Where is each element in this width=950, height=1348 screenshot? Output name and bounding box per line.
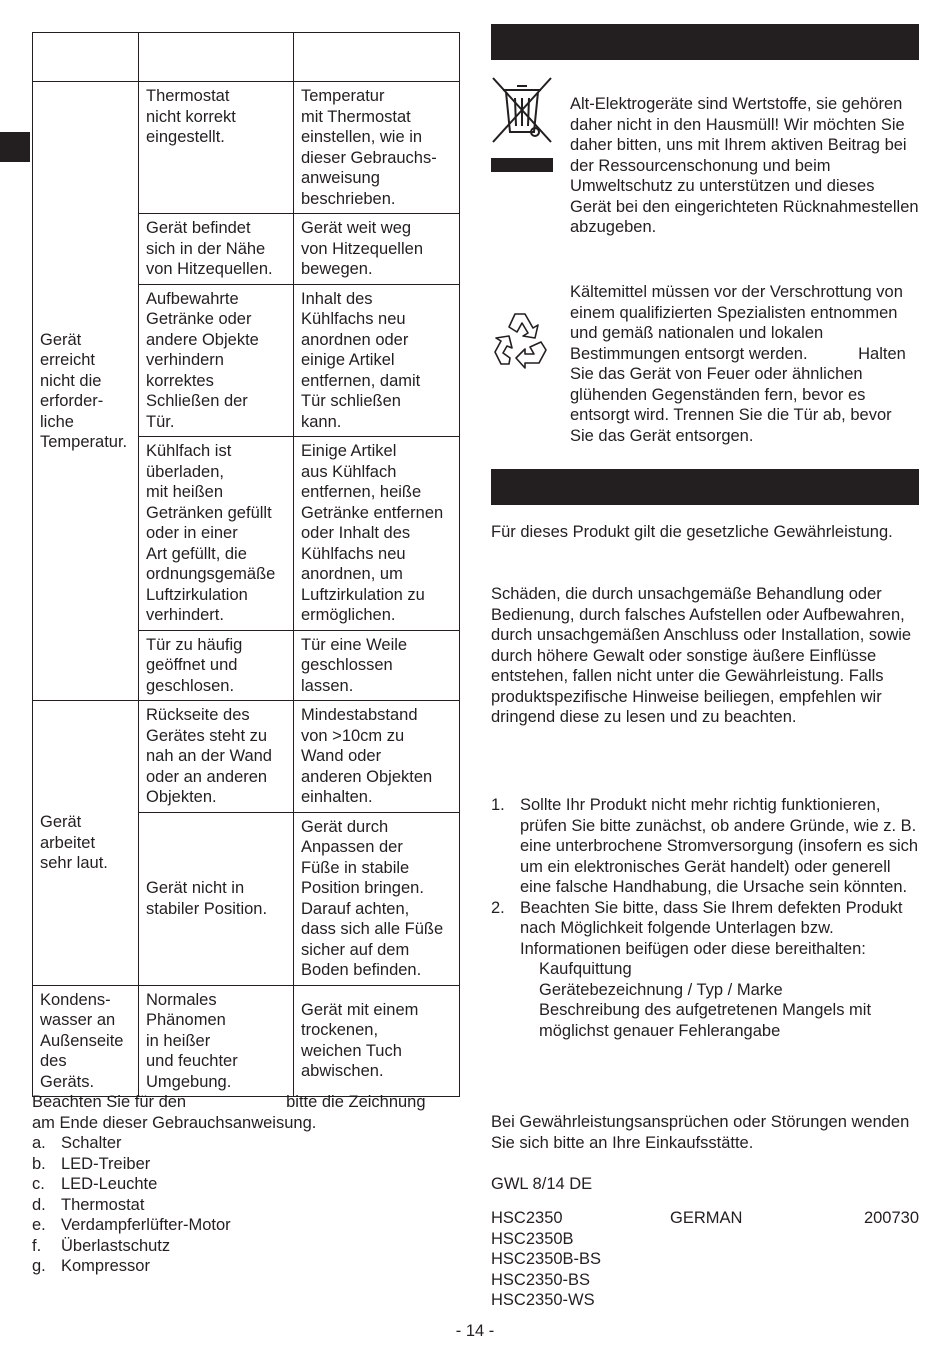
language-label: GERMAN: [670, 1209, 743, 1227]
problem-cell: Gerät arbeitet sehr laut.: [33, 701, 139, 986]
solution-cell: Gerät mit einem trockenen, weichen Tuch abwischen.: [294, 985, 460, 1097]
chapter-tab-marker: [0, 132, 30, 162]
solution-cell: Temperatur mit Thermostat einstellen, wie in dieser Gebrauchs- anweisung beschrieben.: [294, 82, 460, 214]
parts-item-letter: a.: [32, 1134, 46, 1152]
parts-list-item: [32, 1236, 462, 1257]
cause-cell: Normales Phänomen in heißer und feuchter Umgebung.: [139, 985, 294, 1097]
solution-cell: Tür eine Weile geschlossen lassen.: [294, 630, 460, 701]
troubleshooting-table: [32, 32, 460, 1097]
problem-cell: Kondens- wasser an Außenseite des Geräts.: [33, 985, 139, 1097]
model-list: [491, 1208, 919, 1311]
cause-cell: Tür zu häufig geöffnet und geschlosen.: [139, 630, 294, 701]
parts-item-text: Überlastschutz: [61, 1236, 171, 1255]
solution-cell: Inhalt des Kühlfachs neu anordnen oder einige Artikel entfernen, damit Tür schließen kann.: [294, 284, 460, 437]
parts-intro-text-a: Beachten Sie für den: [32, 1093, 187, 1111]
required-document-item: Beschreibung des aufgetretenen Mangels mit möglichst genauer Fehlerangabe: [539, 1001, 872, 1040]
parts-item-text: Verdampferlüfter-Motor: [61, 1216, 231, 1234]
model-name: HSC2350B: [491, 1229, 574, 1248]
warranty-step-text: Beachten Sie bitte, dass Sie Ihrem defekten Produkt nach Möglichkeit folgende Unterlagen bzw. Informationen beifügen oder diese bereithalten:: [520, 898, 903, 958]
parts-item-letter: b.: [32, 1154, 46, 1173]
parts-item-letter: d.: [32, 1195, 46, 1214]
warranty-step: [491, 795, 919, 898]
disposal-heading-bar: [491, 24, 919, 60]
table-row: [33, 985, 460, 1097]
page-number: - 14 -: [455, 1322, 495, 1340]
cause-cell: Gerät befindet sich in der Nähe von Hitzequellen.: [139, 214, 294, 285]
parts-intro-text-c: am Ende dieser Gebrauchsanweisung.: [32, 1113, 317, 1132]
parts-item-text: LED-Leuchte: [61, 1175, 158, 1193]
solution-cell: Gerät weit weg von Hitzequellen bewegen.: [294, 214, 460, 285]
header-cause-cell: [139, 33, 294, 82]
cause-cell: Aufbewahrte Getränke oder andere Objekte verhindern korrektes Schließen der Tür.: [139, 284, 294, 437]
parts-list-section: [32, 1092, 462, 1277]
table-row: [33, 82, 460, 214]
warranty-step-text: Sollte Ihr Produkt nicht mehr richtig funktionieren, prüfen Sie bitte zunächst, ob andere Gründe, wie z. B. eine unterbrochene Stromversorgung (insofern es sich um ein elektronisches Gerät handelt) oder generell eine falsche Handhabung, die Ursache sein könnten.: [520, 796, 919, 896]
model-name: HSC2350: [491, 1209, 563, 1227]
header-solution-cell: [294, 33, 460, 82]
parts-intro-text-b: bitte die Zeichnung: [286, 1093, 426, 1111]
parts-list-item: [32, 1256, 462, 1277]
solution-cell: Mindestabstand von >10cm zu Wand oder anderen Objekten einhalten.: [294, 701, 460, 813]
parts-item-text: LED-Treiber: [61, 1154, 151, 1173]
parts-item-letter: e.: [32, 1216, 46, 1234]
parts-list-item: [32, 1133, 462, 1154]
warranty-step-number: 2.: [491, 898, 505, 917]
table-row: [33, 701, 460, 813]
warranty-code: GWL 8/14 DE: [491, 1175, 593, 1193]
parts-list-item: [32, 1154, 462, 1175]
cause-cell: Thermostat nicht korrekt eingestellt.: [139, 82, 294, 214]
refrigerant-text-b: Halten Sie das Gerät von Feuer oder ähnlichen glühenden Gegenständen fern, bevor es entsorgt wird. Trennen Sie die Tür ab, bevor Sie das Gerät entsorgen.: [570, 344, 906, 445]
refrigerant-text: [570, 282, 920, 446]
header-problem-cell: [33, 33, 139, 82]
parts-item-text: Kompressor: [61, 1257, 150, 1275]
required-document-item: Gerätebezeichnung / Typ / Marke: [539, 980, 783, 999]
warranty-paragraph-2: Schäden, die durch unsachgemäße Behandlung oder Bedienung, durch falsches Aufstellen oder Aufbewahren, durch unsachgemäßen Anschluss oder Installation, sowie durch höhere Gewalt oder sonstige äußere Einflüsse entstehen, fallen nicht unter die Gewährleistung. Falls produktspezifische Hinweise beiliegen, empfehlen wir dringend diese zu lesen und zu beachten.: [491, 585, 912, 726]
required-document-item: Kaufquittung: [539, 960, 632, 978]
parts-intro: [32, 1092, 462, 1113]
document-code: 200730: [863, 1209, 919, 1227]
warranty-heading-bar: [491, 469, 919, 505]
recycle-icon: [491, 306, 557, 372]
cause-cell: Rückseite des Gerätes steht zu nah an der Wand oder an anderen Objekten.: [139, 701, 294, 813]
parts-item-text: Schalter: [61, 1134, 122, 1152]
parts-list-item: [32, 1215, 462, 1236]
crossed-out-bin-icon: [491, 76, 553, 176]
model-name: HSC2350-BS: [491, 1270, 591, 1289]
warranty-paragraph-3: Bei Gewährleistungsansprüchen oder Störungen wenden Sie sich bitte an Ihre Einkaufsstätte.: [491, 1113, 910, 1152]
model-name: HSC2350-WS: [491, 1291, 595, 1309]
warranty-step: [491, 898, 919, 960]
warranty-steps-list: [491, 795, 919, 959]
parts-item-letter: g.: [32, 1257, 46, 1275]
parts-list-item: [32, 1174, 462, 1195]
required-documents-list: [491, 959, 919, 1041]
warranty-step-number: 1.: [491, 796, 505, 814]
problem-cell: Gerät erreicht nicht die erforder- liche Temperatur.: [33, 82, 139, 701]
weee-text: Alt-Elektrogeräte sind Wertstoffe, sie gehören daher nicht in den Hausmüll! Wir möchten Sie daher bitten, uns mit Ihrem aktiven Beitrag bei der Ressourcenschonung und beim Umweltschutz zu unterstützen und dieses Gerät bei den eingerichteten Rücknahmestellen abzugeben.: [570, 95, 919, 236]
warranty-steps: [491, 795, 919, 1041]
cause-cell: Gerät nicht in stabiler Position.: [139, 812, 294, 985]
solution-cell: Einige Artikel aus Kühlfach entfernen, heiße Getränke entfernen oder Inhalt des Kühlfachs neu anordnen, um Luftzirkulation zu ermöglichen.: [294, 437, 460, 631]
parts-list-item: [32, 1195, 462, 1216]
model-row-first: [491, 1208, 919, 1229]
refrigerant-text-a: Kältemittel müssen vor der Verschrottung von einem qualifizierten Spezialisten entnommen und gemäß nationalen und lokalen Bestimmungen entsorgt werden.: [570, 283, 903, 363]
parts-list: [32, 1133, 462, 1277]
parts-item-text: Thermostat: [61, 1195, 145, 1214]
parts-item-letter: c.: [32, 1175, 45, 1193]
cause-cell: Kühlfach ist überladen, mit heißen Getränken gefüllt oder in einer Art gefüllt, die ordnungsgemäße Luftzirkulation verhindert.: [139, 437, 294, 631]
warranty-paragraph-1: Für dieses Produkt gilt die gesetzliche Gewährleistung.: [491, 523, 893, 541]
parts-item-letter: f.: [32, 1236, 42, 1255]
solution-cell: Gerät durch Anpassen der Füße in stabile Position bringen. Darauf achten, dass sich alle Füße sicher auf dem Boden befinden.: [294, 812, 460, 985]
table-header-row: [33, 33, 460, 82]
model-name: HSC2350B-BS: [491, 1250, 602, 1268]
